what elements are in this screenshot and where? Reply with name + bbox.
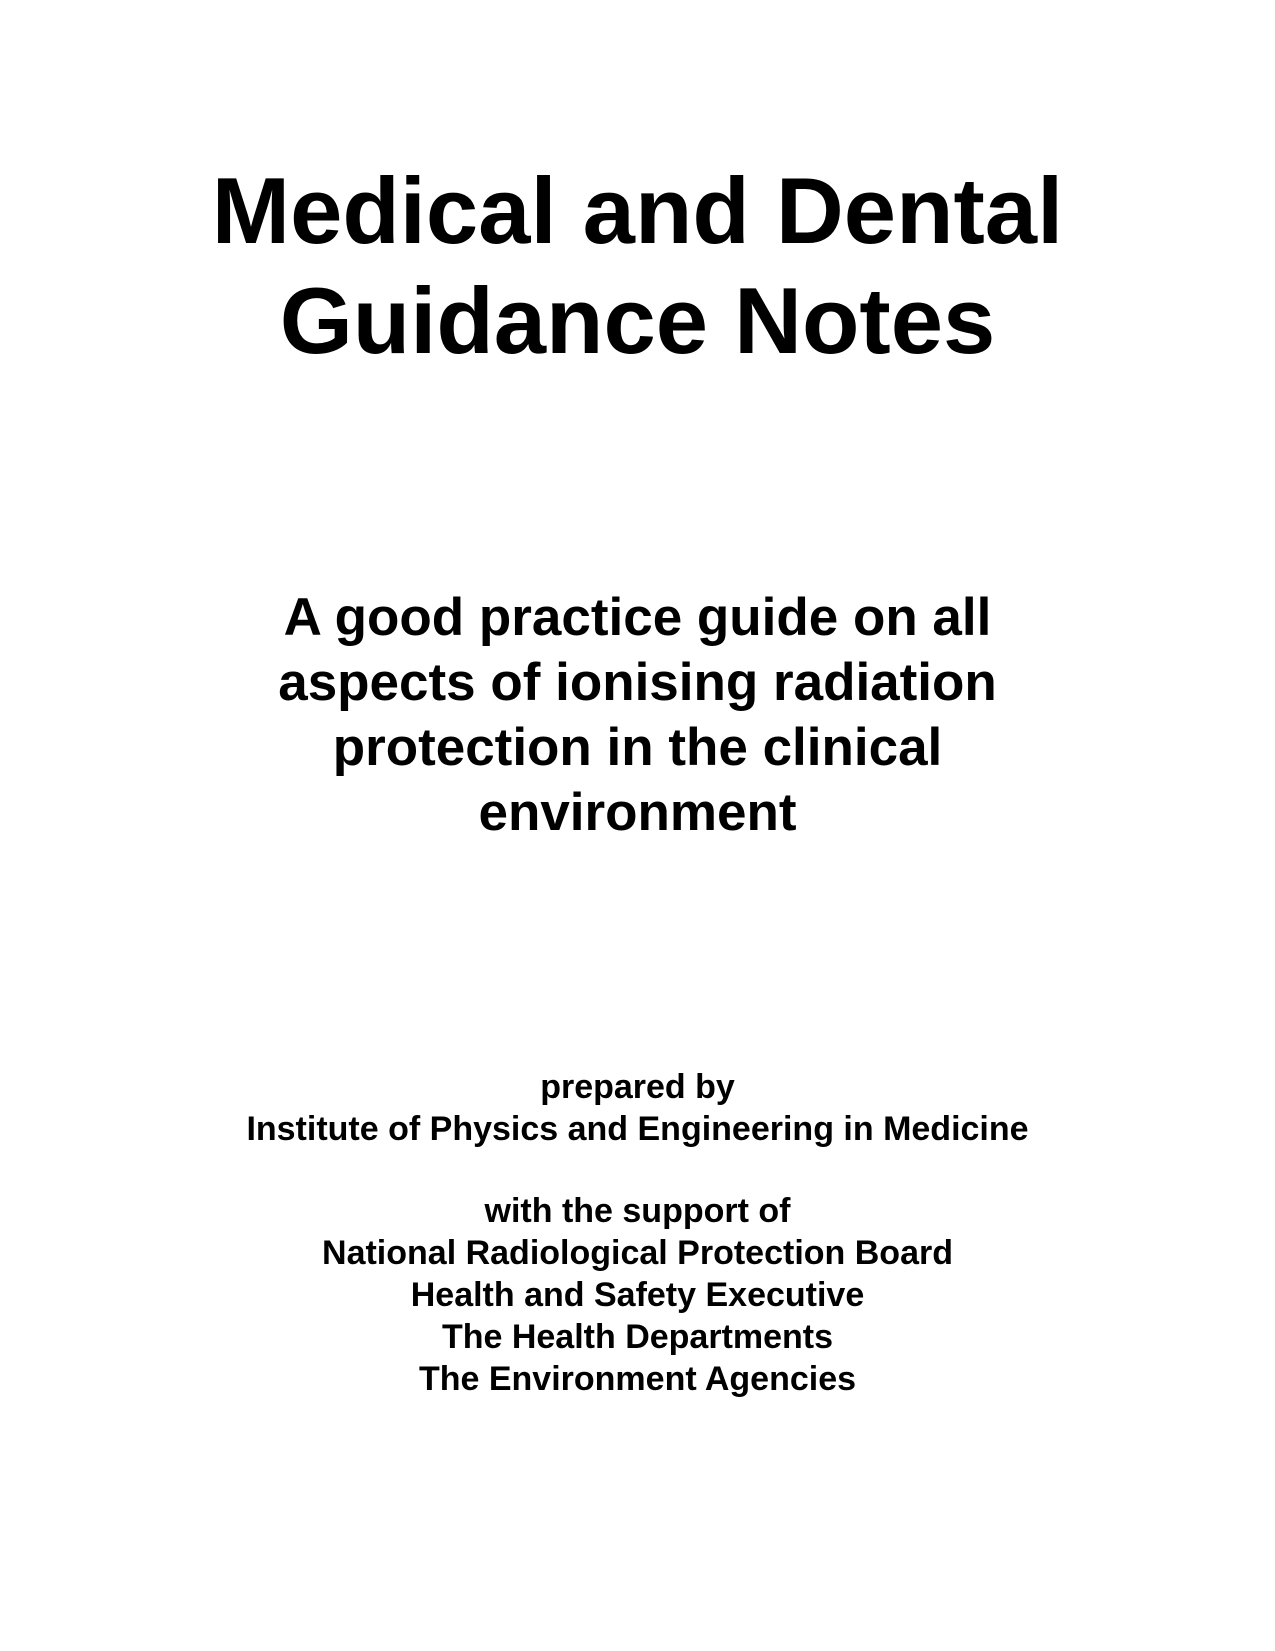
support-label: with the support of bbox=[484, 1192, 791, 1230]
subtitle-line: protection in the clinical bbox=[332, 718, 943, 777]
document-title bbox=[0, 156, 1275, 376]
subtitle-line: aspects of ionising radiation bbox=[278, 653, 997, 712]
credits-spacer bbox=[0, 1150, 1275, 1190]
supporting-organisation: The Health Departments bbox=[441, 1318, 834, 1356]
supporting-organisation: National Radiological Protection Board bbox=[322, 1234, 953, 1272]
supporting-organisation: The Environment Agencies bbox=[418, 1360, 857, 1398]
title-line: Medical and Dental bbox=[211, 158, 1064, 263]
document-subtitle bbox=[0, 585, 1275, 845]
preparing-organisation: Institute of Physics and Engineering in Medicine bbox=[246, 1110, 1029, 1148]
supporting-organisation: Health and Safety Executive bbox=[410, 1276, 865, 1314]
title-line: Guidance Notes bbox=[279, 268, 996, 373]
prepared-by-label: prepared by bbox=[540, 1068, 735, 1106]
subtitle-line: environment bbox=[478, 783, 797, 842]
credits bbox=[0, 1066, 1275, 1400]
subtitle-line: A good practice guide on all bbox=[283, 588, 992, 647]
